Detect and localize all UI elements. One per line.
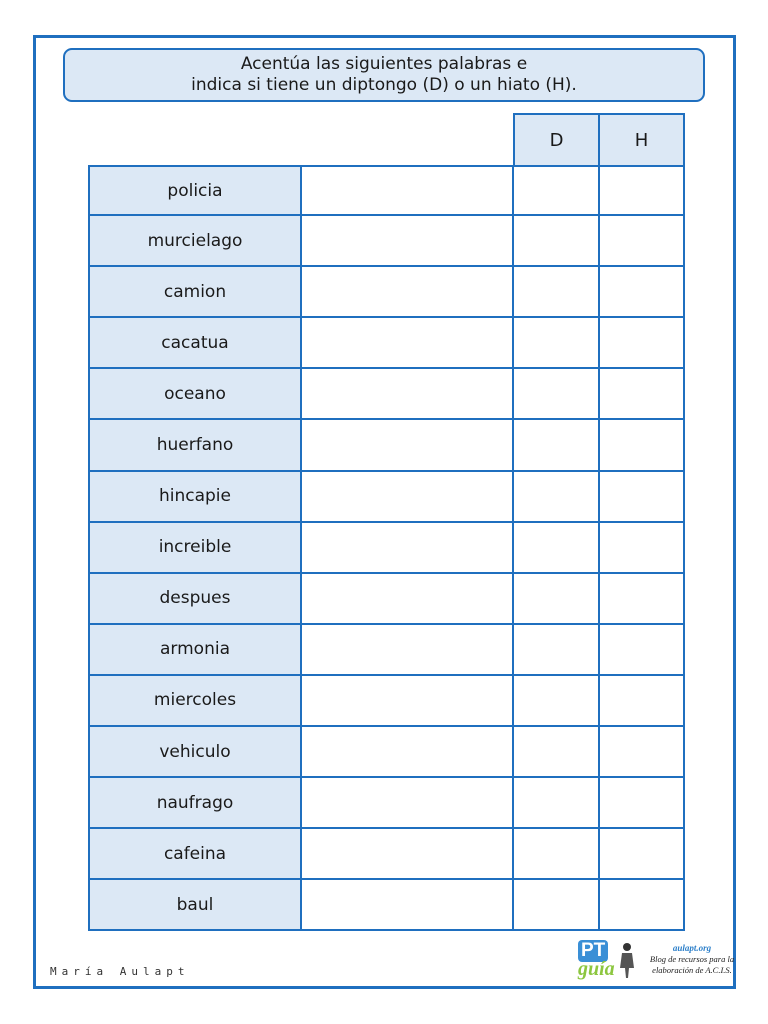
instructions-box: [63, 48, 705, 102]
hiato-cell[interactable]: [598, 316, 685, 369]
diptongo-cell[interactable]: [512, 470, 600, 523]
table-row: [88, 420, 685, 471]
answer-cell[interactable]: [300, 367, 514, 420]
table-row: [88, 829, 685, 880]
answer-cell[interactable]: [300, 265, 514, 318]
blog-site: aulapt.org: [672, 943, 712, 953]
hiato-cell[interactable]: [598, 367, 685, 420]
word-cell: oceano: [88, 367, 302, 420]
answer-cell[interactable]: [300, 674, 514, 727]
table-row: [88, 216, 685, 267]
diptongo-cell[interactable]: [512, 572, 600, 625]
word-table: [88, 165, 685, 931]
word-cell: cafeina: [88, 827, 302, 880]
header-diptongo: D: [513, 113, 600, 167]
table-row: [88, 778, 685, 829]
word-cell: vehiculo: [88, 725, 302, 778]
diptongo-cell[interactable]: [512, 265, 600, 318]
answer-cell[interactable]: [300, 623, 514, 676]
person-icon: [618, 942, 636, 978]
blog-line-1: Blog de recursos para la: [649, 954, 735, 964]
answer-cell[interactable]: [300, 418, 514, 471]
word-cell: policia: [88, 165, 302, 216]
header-hiato: H: [598, 113, 685, 167]
hiato-cell[interactable]: [598, 725, 685, 778]
hiato-cell[interactable]: [598, 470, 685, 523]
hiato-cell[interactable]: [598, 776, 685, 829]
answer-cell[interactable]: [300, 725, 514, 778]
table-row: [88, 574, 685, 625]
answer-cell[interactable]: [300, 165, 514, 216]
blog-credit: [646, 943, 738, 976]
diptongo-cell[interactable]: [512, 776, 600, 829]
table-row: [88, 369, 685, 420]
diptongo-cell[interactable]: [512, 418, 600, 471]
word-cell: despues: [88, 572, 302, 625]
diptongo-cell[interactable]: [512, 623, 600, 676]
hiato-cell[interactable]: [598, 418, 685, 471]
diptongo-cell[interactable]: [512, 214, 600, 267]
hiato-cell[interactable]: [598, 165, 685, 216]
logo-pt-text: PT: [578, 940, 608, 962]
word-cell: huerfano: [88, 418, 302, 471]
table-row: [88, 880, 685, 931]
author-credit: María Aulapt: [50, 965, 190, 978]
diptongo-cell[interactable]: [512, 827, 600, 880]
word-cell: naufrago: [88, 776, 302, 829]
diptongo-cell[interactable]: [512, 367, 600, 420]
answer-cell[interactable]: [300, 316, 514, 369]
hiato-cell[interactable]: [598, 878, 685, 931]
diptongo-cell[interactable]: [512, 165, 600, 216]
hiato-cell[interactable]: [598, 623, 685, 676]
hiato-cell[interactable]: [598, 827, 685, 880]
word-cell: camion: [88, 265, 302, 318]
table-row: [88, 727, 685, 778]
ptguia-logo: [576, 940, 638, 982]
table-row: [88, 676, 685, 727]
diptongo-cell[interactable]: [512, 674, 600, 727]
logo-guia-text: guía: [578, 958, 615, 980]
table-row: [88, 318, 685, 369]
table-row: [88, 523, 685, 574]
diptongo-cell[interactable]: [512, 521, 600, 574]
table-row: [88, 267, 685, 318]
instructions-line-1: Acentúa las siguientes palabras e: [240, 54, 528, 74]
answer-cell[interactable]: [300, 827, 514, 880]
hiato-cell[interactable]: [598, 214, 685, 267]
word-cell: increible: [88, 521, 302, 574]
answer-cell[interactable]: [300, 776, 514, 829]
hiato-cell[interactable]: [598, 521, 685, 574]
blog-line-2: elaboración de A.C.I.S.: [652, 965, 732, 975]
hiato-cell[interactable]: [598, 265, 685, 318]
diptongo-cell[interactable]: [512, 316, 600, 369]
word-cell: armonia: [88, 623, 302, 676]
word-cell: murcielago: [88, 214, 302, 267]
hiato-cell[interactable]: [598, 674, 685, 727]
word-cell: hincapie: [88, 470, 302, 523]
instructions-line-2: indica si tiene un diptongo (D) o un hiato (H).: [191, 75, 577, 95]
answer-cell[interactable]: [300, 521, 514, 574]
word-cell: cacatua: [88, 316, 302, 369]
answer-cell[interactable]: [300, 214, 514, 267]
answer-cell[interactable]: [300, 572, 514, 625]
word-cell: miercoles: [88, 674, 302, 727]
table-row: [88, 165, 685, 216]
table-row: [88, 625, 685, 676]
diptongo-cell[interactable]: [512, 725, 600, 778]
hiato-cell[interactable]: [598, 572, 685, 625]
word-cell: baul: [88, 878, 302, 931]
diptongo-cell[interactable]: [512, 878, 600, 931]
answer-cell[interactable]: [300, 470, 514, 523]
answer-cell[interactable]: [300, 878, 514, 931]
table-row: [88, 472, 685, 523]
